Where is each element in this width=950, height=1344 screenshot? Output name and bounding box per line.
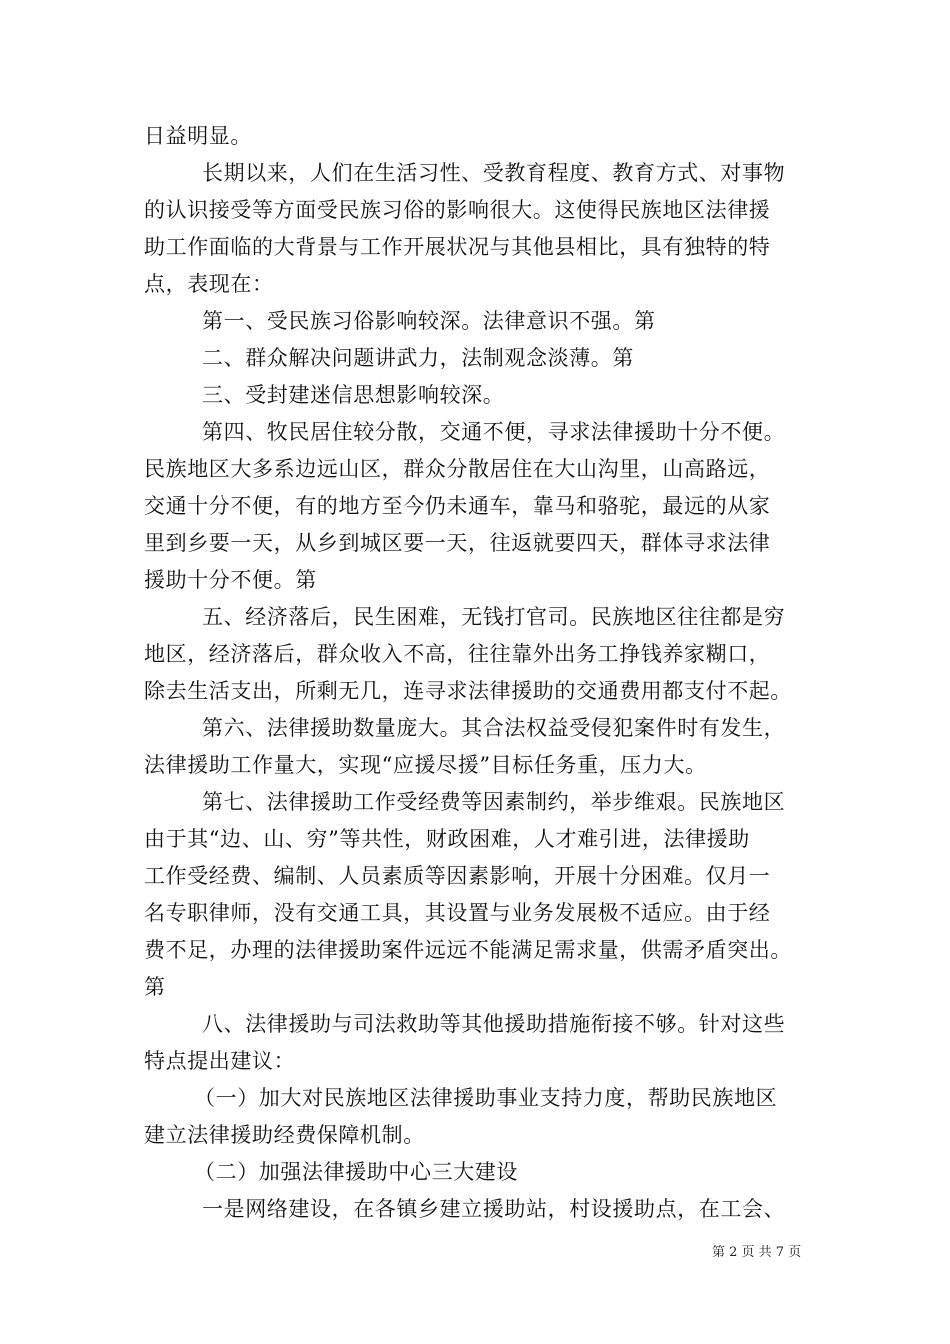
- text-line: 第六、法律援助数量庞大。其合法权益受侵犯案件时有发生，: [202, 716, 786, 740]
- text-line: 日益明显。: [144, 124, 252, 148]
- text-line: 一是网络建设，在各镇乡建立援助站，村设援助点，在工会、: [202, 1197, 786, 1221]
- text-line: 援助十分不便。第: [144, 568, 317, 592]
- text-line: 第一、受民族习俗影响较深。法律意识不强。第: [202, 309, 656, 333]
- page-number-footer: 第 2 页 共 7 页: [712, 1245, 802, 1260]
- text-line: 费不足，办理的法律援助案件远远不能满足需求量，供需矛盾突出。: [144, 938, 792, 962]
- text-line: 法律援助工作量大，实现“应援尽援”目标任务重，压力大。: [144, 753, 707, 777]
- text-line: 交通十分不便，有的地方至今仍未通车，靠马和骆驼，最远的从家: [144, 494, 771, 518]
- text-line: 长期以来，人们在生活习性、受教育程度、教育方式、对事物: [202, 161, 786, 185]
- text-line: 工作受经费、编制、人员素质等因素影响，开展十分困难。仅月一: [144, 864, 771, 888]
- text-line: 点，表现在：: [144, 272, 274, 296]
- text-line: （一）加大对民族地区法律援助事业支持力度，帮助民族地区: [194, 1086, 778, 1110]
- text-line: 的认识接受等方面受民族习俗的影响很大。这使得民族地区法律援: [144, 198, 771, 222]
- text-line: 五、经济落后，民生困难，无钱打官司。民族地区往往都是穷: [202, 605, 786, 629]
- text-line: 由于其“边、山、穷”等共性，财政困难，人才难引进，法律援助: [144, 827, 750, 851]
- text-line: 第四、牧民居住较分散，交通不便，寻求法律援助十分不便。: [202, 420, 786, 444]
- text-line: 建立法律援助经费保障机制。: [144, 1123, 425, 1147]
- text-line: 民族地区大多系边远山区，群众分散居住在大山沟里，山高路远，: [144, 457, 771, 481]
- text-line: 助工作面临的大背景与工作开展状况与其他县相比，具有独特的特: [144, 235, 771, 259]
- text-line: 二、群众解决问题讲武力，法制观念淡薄。第: [202, 346, 634, 370]
- text-line: 里到乡要一天，从乡到城区要一天，往返就要四天，群体寻求法律: [144, 531, 771, 555]
- body-text: [144, 118, 809, 1228]
- text-line: 三、受封建迷信思想影响较深。: [202, 383, 505, 407]
- text-line: 特点提出建议：: [144, 1049, 296, 1073]
- text-line: 除去生活支出，所剩无几，连寻求法律援助的交通费用都支付不起。: [144, 679, 792, 703]
- text-line: （二）加强法律援助中心三大建设: [194, 1160, 518, 1184]
- text-line: 第: [144, 975, 166, 999]
- text-line: 名专职律师，没有交通工具，其设置与业务发展极不适应。由于经: [144, 901, 771, 925]
- text-line: 八、法律援助与司法救助等其他援助措施衔接不够。针对这些: [202, 1012, 786, 1036]
- text-line: 地区，经济落后，群众收入不高，往往靠外出务工挣钱养家糊口，: [144, 642, 771, 666]
- text-line: 第七、法律援助工作受经费等因素制约，举步维艰。民族地区: [202, 790, 786, 814]
